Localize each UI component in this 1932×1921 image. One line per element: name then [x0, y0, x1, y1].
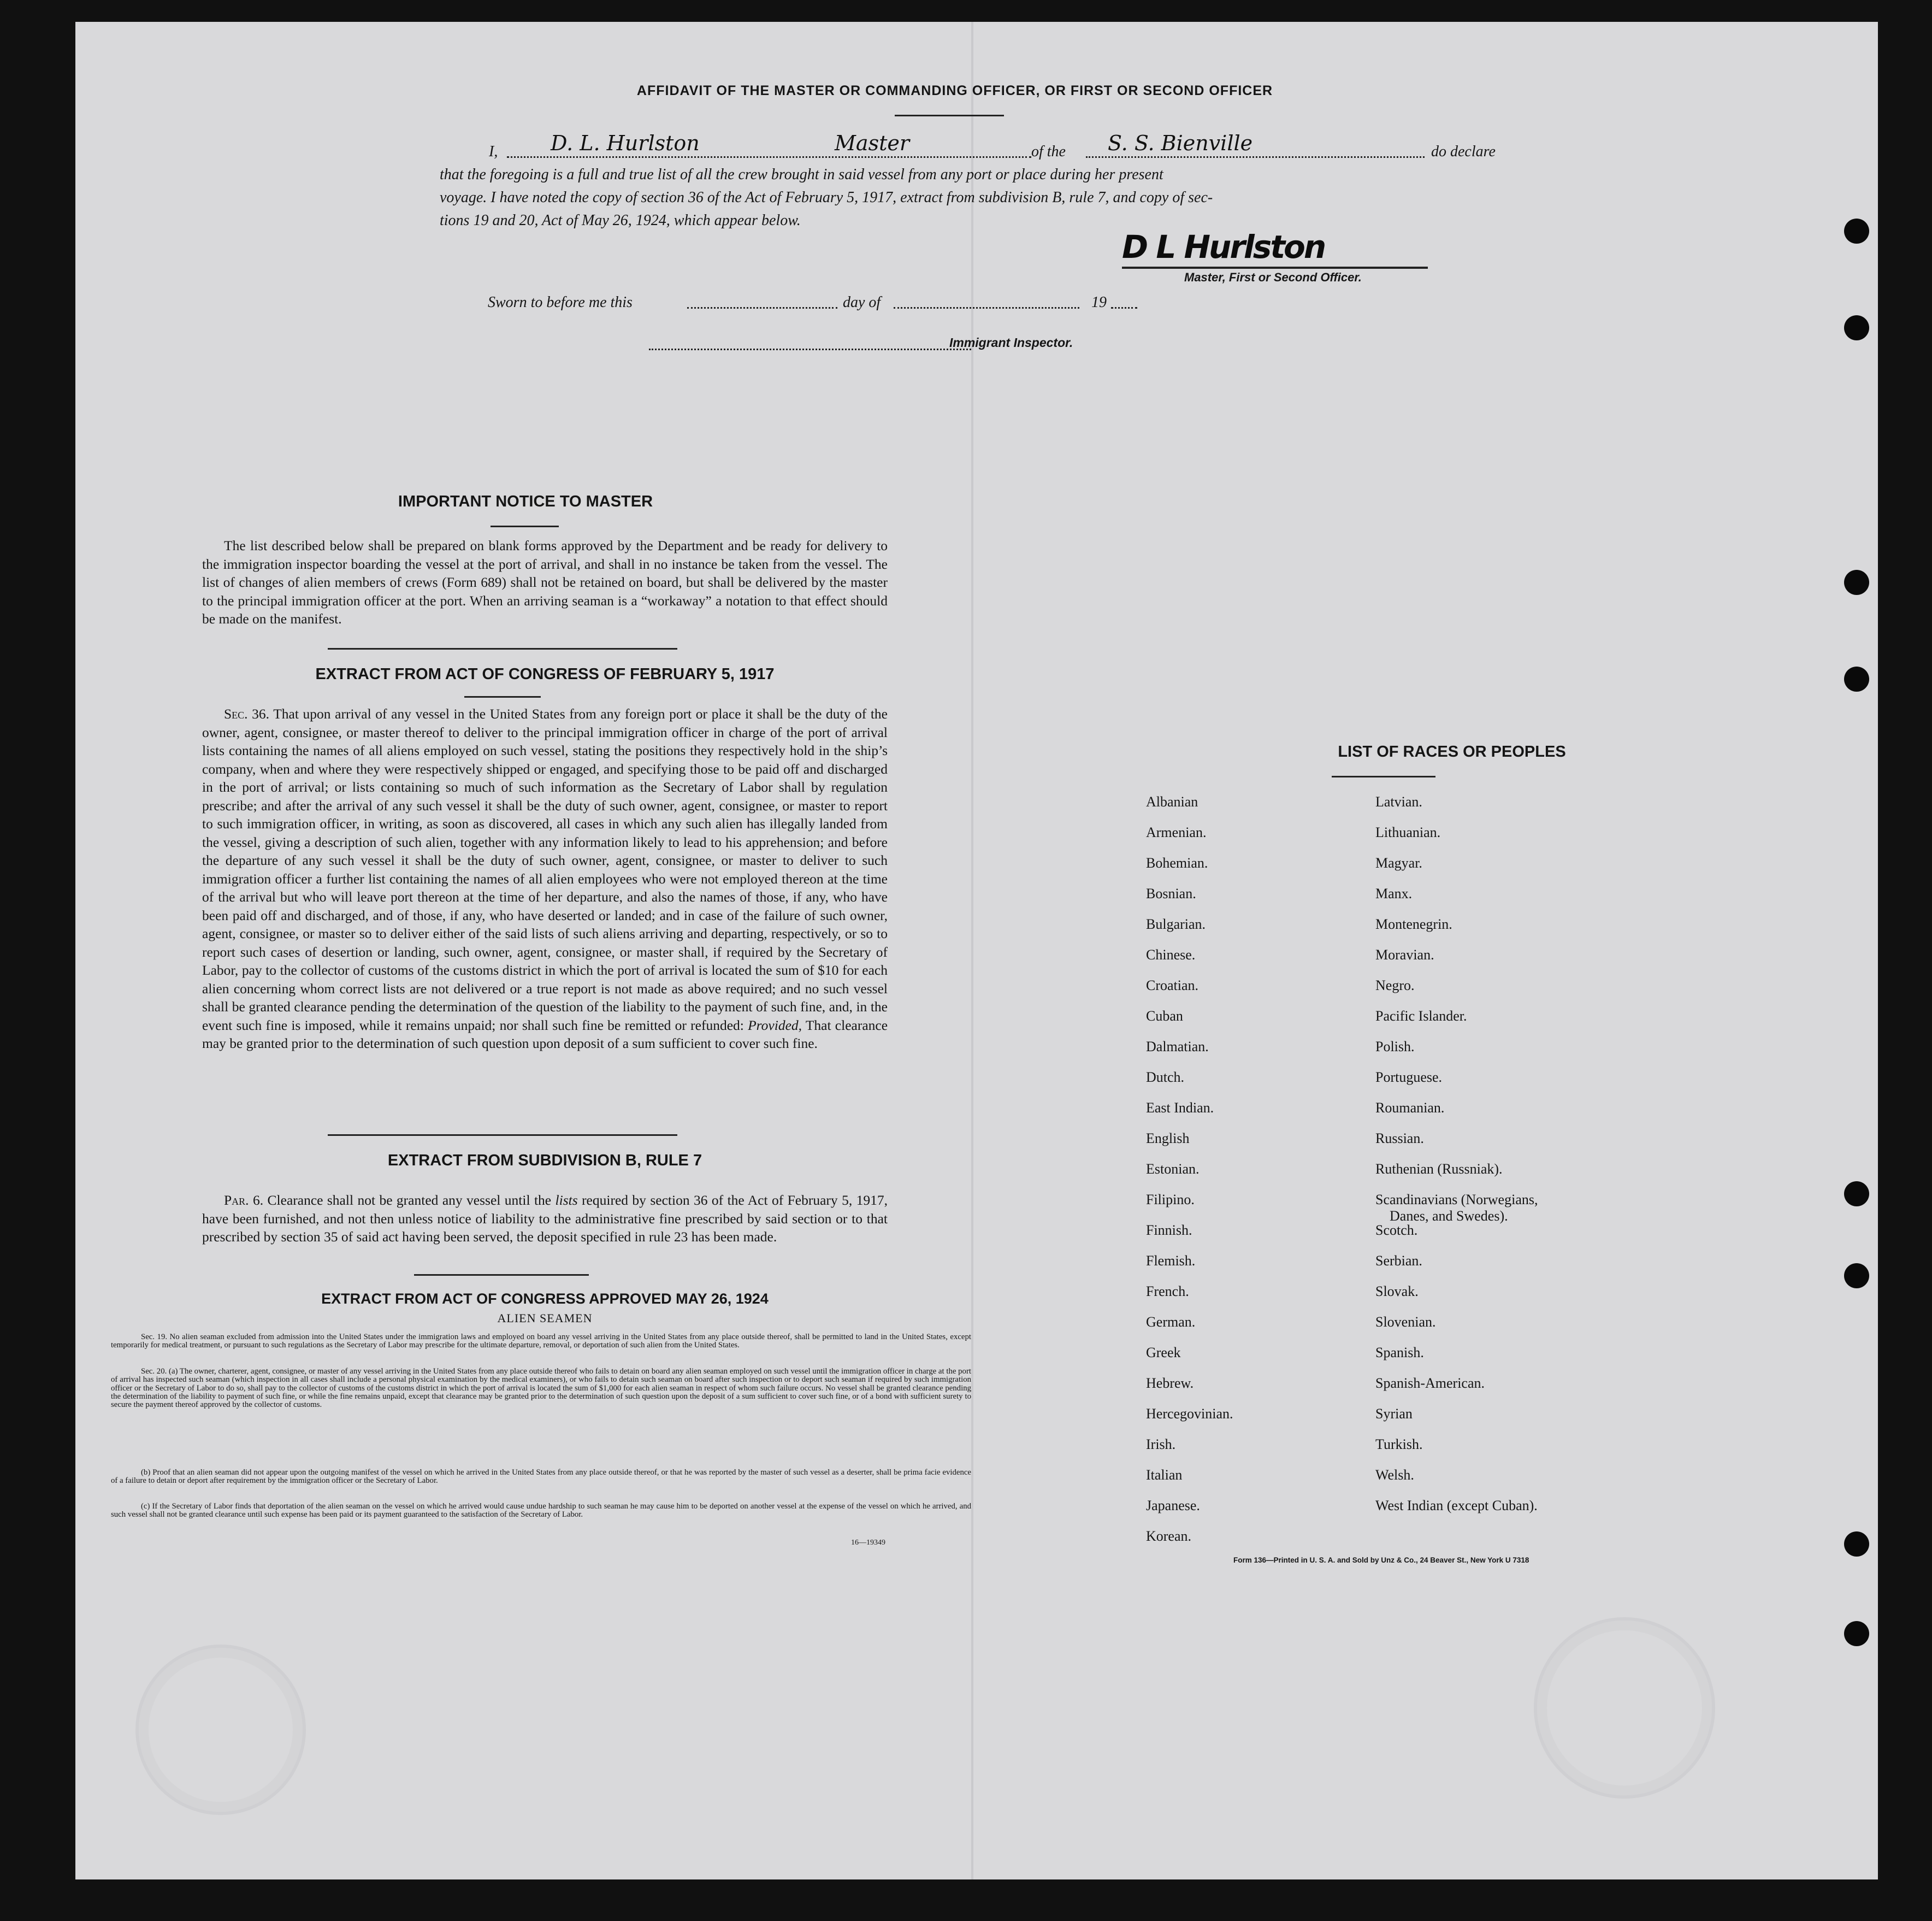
race-item-right: Magyar.: [1375, 855, 1422, 871]
affidavit-pronoun: I,: [489, 143, 498, 160]
section-19-text: Sec. 19. No alien seaman excluded from admission into the United States under the immigration laws and employed on board any vessel arriving in the United States from any place outside thereof, shall be permitted to land in the United States, except temporarily for medical treatment, or pursuant to such regulations as the Secretary of Labor may prescribe for the ultimate departure, removal, or deportation of such alien from the United States.: [111, 1333, 971, 1350]
handwritten-rank: Master: [835, 131, 909, 155]
punch-hole: [1844, 1263, 1869, 1288]
embossed-seal-right: [1534, 1617, 1715, 1799]
punch-hole: [1844, 570, 1869, 595]
race-item-left: Filipino.: [1146, 1192, 1195, 1207]
race-item-right: Manx.: [1375, 886, 1413, 901]
vessel-line: [1086, 156, 1425, 158]
sworn-day-line: [687, 307, 837, 309]
race-item-right: Slovak.: [1375, 1283, 1419, 1299]
punch-hole: [1844, 667, 1869, 692]
sworn-month-line: [894, 307, 1079, 309]
name-line: [507, 156, 1031, 158]
race-item-left: Italian: [1146, 1467, 1183, 1483]
notice-heading: IMPORTANT NOTICE TO MASTER: [398, 493, 653, 510]
alien-seamen-subheading: ALIEN SEAMEN: [497, 1311, 593, 1325]
race-item-right: Montenegrin.: [1375, 916, 1452, 932]
race-item-left: Albanian: [1146, 794, 1198, 810]
year-label: 19: [1091, 294, 1107, 311]
race-item-right: Pacific Islander.: [1375, 1008, 1467, 1024]
extract-1917-heading: EXTRACT FROM ACT OF CONGRESS OF FEBRUARY 5, 1917: [315, 665, 775, 683]
race-item-right: Negro.: [1375, 977, 1415, 993]
race-item-right: Spanish.: [1375, 1345, 1424, 1360]
handwritten-vessel: S. S. Bienville: [1108, 131, 1253, 155]
race-item-left: Japanese.: [1146, 1498, 1200, 1513]
printer-imprint: Form 136—Printed in U. S. A. and Sold by Unz & Co., 24 Beaver St., New York U 7318: [1233, 1556, 1529, 1564]
race-item-right: Scandinavians (Norwegians,: [1375, 1192, 1538, 1207]
master-signature: D L Hurlston: [1122, 228, 1325, 266]
race-item-right: Turkish.: [1375, 1436, 1423, 1452]
signature-label: Master, First or Second Officer.: [1184, 270, 1362, 284]
section-20b-text: (b) Proof that an alien seaman did not appear upon the outgoing manifest of the vessel on which he arrived in the United States from any place outside thereof, or that he was reported by the master of such vessel as a deserter, shall be prima facie evidence of a failure to detain or deport after requirement by the immigration officer or the Secretary of Labor.: [111, 1468, 971, 1486]
race-item-left: German.: [1146, 1314, 1196, 1330]
race-item-right: Scotch.: [1375, 1222, 1418, 1238]
section-label: Sec. 36.: [224, 706, 270, 722]
section-20c-text: (c) If the Secretary of Labor finds that deportation of the alien seaman on the vessel on which he arrived would cause undue hardship to such seaman he may cause him to be deported on another vessel at the expense of the vessel on which he arrived, and such vessel shall not be granted clearance until such expense has been paid or its payment guaranteed to the satisfaction of the Secretary of Labor.: [111, 1502, 971, 1519]
punch-hole: [1844, 1621, 1869, 1646]
race-item-right: Serbian.: [1375, 1253, 1422, 1269]
sworn-label: Sworn to before me this: [488, 294, 633, 311]
center-fold: [971, 22, 973, 1879]
race-item-right: Portuguese.: [1375, 1069, 1443, 1085]
race-item-left: Hebrew.: [1146, 1375, 1194, 1391]
race-item-left: Bosnian.: [1146, 886, 1196, 901]
affidavit-line-2: voyage. I have noted the copy of section 36 of the Act of February 5, 1917, extract from subdivision B, rule 7, and copy of sec-: [440, 189, 1213, 206]
handwritten-name: D. L. Hurlston: [551, 131, 700, 155]
divider: [491, 526, 559, 527]
extract-1924-heading: EXTRACT FROM ACT OF CONGRESS APPROVED MAY 26, 1924: [321, 1291, 769, 1307]
race-item-right: Roumanian.: [1375, 1100, 1445, 1116]
race-item-left: Dutch.: [1146, 1069, 1185, 1085]
race-item-left: Cuban: [1146, 1008, 1183, 1024]
punch-hole: [1844, 1531, 1869, 1557]
rule7-body-b: required by section 36 of the Act of February 5, 1917, have been furnished, and not then unless notice of liability to the administrative fine prescribed by said section or to that prescribed by section 35 of said act having been served, the deposit specified in rule 23 has been made.: [202, 1192, 888, 1245]
punch-hole: [1844, 1181, 1869, 1206]
race-item-left: Irish.: [1146, 1436, 1176, 1452]
races-heading: LIST OF RACES OR PEOPLES: [1338, 743, 1566, 761]
race-item-right: Ruthenian (Russniak).: [1375, 1161, 1503, 1177]
race-item-left: English: [1146, 1130, 1190, 1146]
year-line: [1111, 307, 1137, 309]
divider: [1332, 776, 1435, 777]
signature-underline: [1122, 267, 1428, 269]
race-item-left: Croatian.: [1146, 977, 1199, 993]
lists-word: lists: [555, 1192, 578, 1208]
section-20a-text: Sec. 20. (a) The owner, charterer, agent, consignee, or master of any vessel arriving in the United States from any place outside thereof who fails to detain on board any alien seaman employed on such vessel until the immigration officer in charge at the port of arrival has inspected such seaman (which inspection in all cases shall include a personal physical examination by the medical examiners), or who fails to detain such seaman on board after such inspection or to deport such seaman if required by such immigration officer or the Secretary of Labor to do so, shall pay to the collector of customs of the customs district in which the port of arrival is located the sum of $1,000 for each alien seaman in respect of whom such failure occurs. No vessel shall be granted clearance pending the determination of the liability to payment of such fine, or while the fine remains unpaid, except that clearance may be granted prior to the determination of such question upon the deposit of a sum sufficient to cover such fine, or of a bond with sufficient surety to secure the payment thereof approved by the collector of customs.: [111, 1367, 971, 1410]
embossed-seal-left: [135, 1645, 306, 1815]
rule7-body-a: Clearance shall not be granted any vessel until the: [267, 1192, 552, 1208]
race-item-right: Danes, and Swedes).: [1390, 1208, 1508, 1224]
race-item-right: West Indian (except Cuban).: [1375, 1498, 1538, 1513]
race-item-left: Korean.: [1146, 1528, 1192, 1544]
notice-text: The list described below shall be prepared on blank forms approved by the Department and be ready for delivery to the immigration inspector boarding the vessel at the port of arrival, and shall in no instance be taken from the vessel. The list of changes of alien members of crews (Form 689) shall not be retained on board, but shall be delivered by the master to the principal immigration officer at the port. When an arriving seaman is a “workaway” a notation to that effect should be made on the manifest.: [202, 538, 888, 627]
race-item-right: Moravian.: [1375, 947, 1434, 963]
race-item-left: Dalmatian.: [1146, 1039, 1209, 1054]
race-item-right: Slovenian.: [1375, 1314, 1436, 1330]
race-item-right: Latvian.: [1375, 794, 1422, 810]
race-item-right: Syrian: [1375, 1406, 1413, 1422]
race-item-left: French.: [1146, 1283, 1189, 1299]
rule7-heading: EXTRACT FROM SUBDIVISION B, RULE 7: [387, 1152, 702, 1169]
do-declare-label: do declare: [1431, 143, 1496, 160]
extract-1917-text: [202, 705, 888, 1053]
race-item-left: Flemish.: [1146, 1253, 1196, 1269]
race-item-left: East Indian.: [1146, 1100, 1214, 1116]
race-item-left: Greek: [1146, 1345, 1181, 1360]
divider: [414, 1274, 589, 1276]
race-item-right: Lithuanian.: [1375, 824, 1441, 840]
race-item-left: Estonian.: [1146, 1161, 1200, 1177]
affidavit-line-1: that the foregoing is a full and true list of all the crew brought in said vessel from any port or place during her present: [440, 166, 1163, 183]
paragraph-label: Par. 6.: [224, 1192, 264, 1208]
race-item-left: Hercegovinian.: [1146, 1406, 1233, 1422]
divider: [895, 115, 1004, 116]
of-the-label: of the: [1031, 143, 1066, 160]
race-item-left: Chinese.: [1146, 947, 1196, 963]
race-item-left: Bohemian.: [1146, 855, 1208, 871]
divider: [328, 1134, 677, 1136]
affidavit-line-3: tions 19 and 20, Act of May 26, 1924, which appear below.: [440, 212, 801, 229]
section-36-body: That upon arrival of any vessel in the United States from any foreign port or place it shall be the duty of the owner, agent, consignee, or master thereof to deliver to the principal immigration officer in charge of the port of arrival lists containing the names of all aliens employed on such vessel, stating the positions they respectively hold in the ship’s company, when and where they were respectively shipped or engaged, and specifying those to be paid off and discharged in the port of arrival; or lists containing so much of such information as the Secretary of Labor shall by regulation prescribe; and after the arrival of any such vessel it shall be the duty of such owner, agent, consignee, or master to report to such immigration officer, in writing, as soon as discovered, all cases in which any such alien has illegally landed from the vessel, giving a description of such alien, together with any information likely to lead to his apprehension; and before the departure of any such vessel it shall be the duty of such owner, agent, consignee, or master to deliver to such immigration officer a further list containing the names of all alien employees who were not employed thereon at the time of the arrival but who will leave port thereon at the time of her departure, and also the names of those, if any, who have been paid off and discharged, and of those, if any, who have deserted or landed; and in case of the failure of such owner, agent, consignee, or master so to deliver either of the said lists of such aliens arriving and departing, respectively, or so to report such cases of desertion or landing, such owner, agent, consignee, or master shall, if required by the Secretary of Labor, pay to the collector of customs of the customs district in which the port of arrival is located the sum of $10 for each alien concerning whom correct lists are not delivered or a true report is not made as above required; and no such vessel shall be granted clearance pending the determination of the question of the liability to the payment of such fine, and, in the event such fine is imposed, while it remains unpaid; nor shall such fine be remitted or refunded:: [202, 706, 888, 1033]
provided-word: Provided,: [748, 1017, 802, 1033]
affidavit-title: AFFIDAVIT OF THE MASTER OR COMMANDING OFFICER, OR FIRST OR SECOND OFFICER: [636, 83, 1273, 98]
race-item-left: Bulgarian.: [1146, 916, 1206, 932]
document-sheet: [75, 22, 1878, 1879]
section-36-end: That clearance may be granted prior to the determination of such question upon deposit of a sum sufficient to cover such fine.: [202, 1017, 888, 1051]
inspector-label: Immigrant Inspector.: [949, 335, 1073, 350]
race-item-left: Armenian.: [1146, 824, 1207, 840]
inspector-line: [649, 349, 971, 350]
race-item-right: Spanish-American.: [1375, 1375, 1485, 1391]
race-item-right: Polish.: [1375, 1039, 1415, 1054]
punch-hole: [1844, 219, 1869, 244]
race-item-left: Finnish.: [1146, 1222, 1192, 1238]
day-of-label: day of: [843, 294, 881, 311]
race-item-right: Welsh.: [1375, 1467, 1414, 1483]
race-item-right: Russian.: [1375, 1130, 1424, 1146]
divider: [464, 696, 541, 698]
divider: [328, 648, 677, 650]
rule7-text: [202, 1191, 888, 1246]
form-number: 16—19349: [851, 1539, 885, 1547]
punch-hole: [1844, 315, 1869, 340]
